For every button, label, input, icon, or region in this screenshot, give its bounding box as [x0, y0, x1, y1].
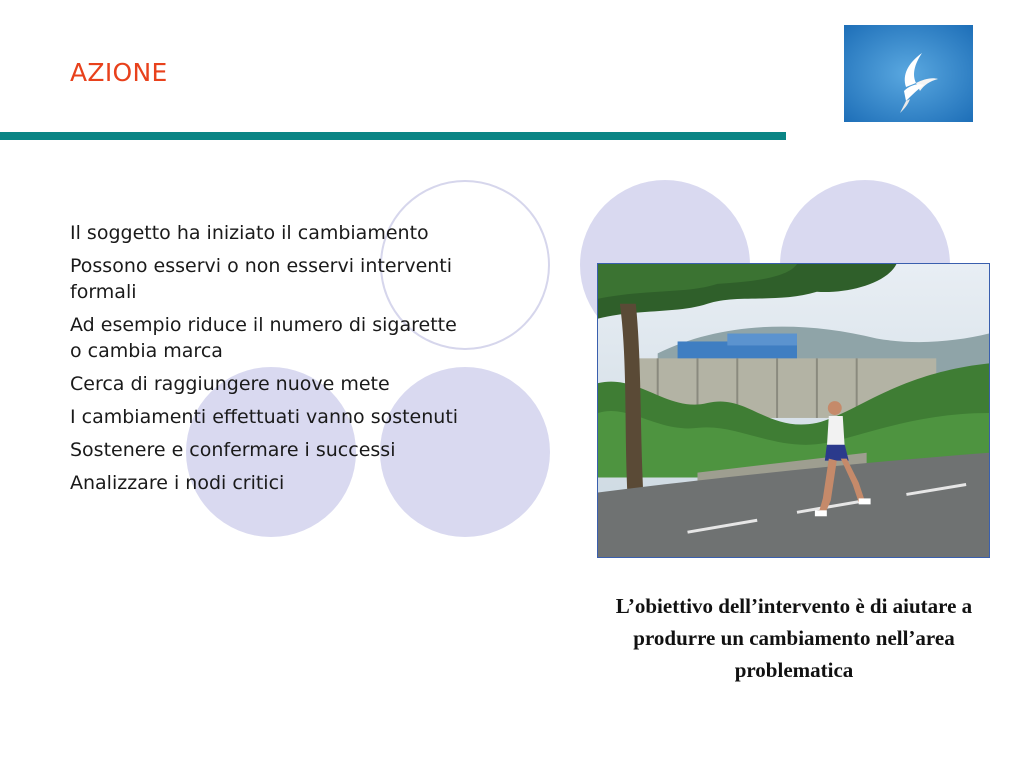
bullet-list: [70, 220, 470, 503]
bullet-item: Analizzare i nodi critici: [70, 472, 285, 494]
runner-photo: [597, 263, 990, 558]
seagull-image: [844, 25, 973, 122]
bullet-item: Cerca di raggiungere nuove mete: [70, 373, 390, 395]
bullet-item: Sostenere e confermare i successi: [70, 439, 396, 461]
photo-caption: L’obiettivo dell’intervento è di aiutare a produrre un cambiamento nell’area problematica: [615, 594, 973, 682]
bullet-item: Il soggetto ha iniziato il cambiamento: [70, 222, 429, 244]
bullet-item: Possono esservi o non esservi interventi formali: [70, 255, 453, 303]
title-underline-bar: [0, 132, 786, 140]
slide-title: AZIONE: [70, 58, 168, 87]
bullet-item: Ad esempio riduce il numero di sigarette o cambia marca: [70, 314, 457, 362]
bullet-item: I cambiamenti effettuati vanno sostenuti: [70, 406, 459, 428]
